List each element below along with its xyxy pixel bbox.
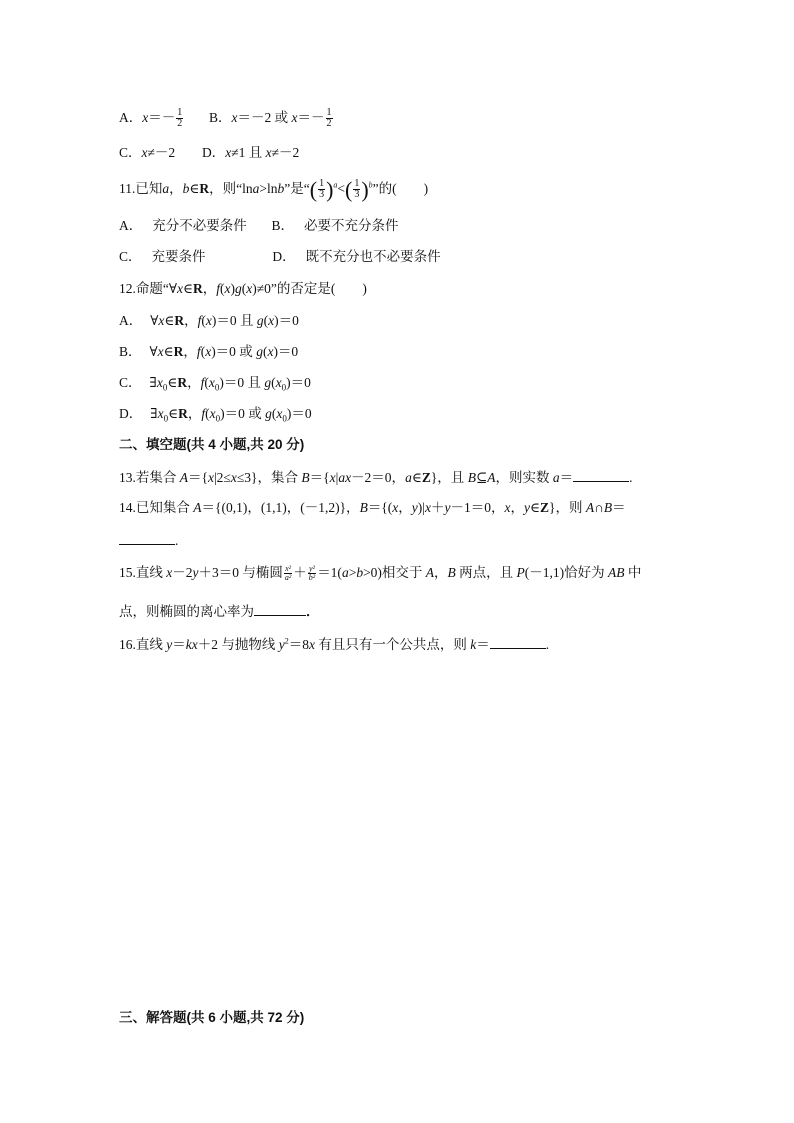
fraction: $\frac{1}{2}$ bbox=[177, 107, 183, 130]
q12-option-c[interactable]: C． $\exists x_0\in R$，$f(x_0)=0$ 且 $g(x_0)=0$ bbox=[119, 375, 311, 393]
q14-answer-line: . bbox=[119, 530, 178, 551]
answer-blank[interactable] bbox=[490, 634, 546, 649]
answer-blank[interactable] bbox=[254, 601, 306, 616]
q10-option-b[interactable]: B．x＝－2 或 x＝－ $\frac{1}{2}$ bbox=[209, 107, 332, 130]
section-2-heading: 二、填空题(共 4 小题,共 20 分) bbox=[119, 437, 305, 452]
answer-blank[interactable] bbox=[573, 467, 629, 482]
fraction: $\frac{\text{x²}}{\text{a²}}$ bbox=[284, 564, 292, 583]
q15-line2: 点，则椭圆的离心率为 ． bbox=[119, 601, 320, 622]
q16-stem: 16.直线 y＝kx＋2 与抛物线 $y^2=8x$ 有且只有一个公共点，则 k＝ . bbox=[119, 634, 549, 655]
q11-options-cd bbox=[119, 247, 441, 267]
q12-option-b[interactable]: B． ∀x∈R，f(x)＝0 或 g(x)＝0 bbox=[119, 344, 299, 359]
q13-stem: 13.若集合 A＝{x|2≤x≤3}，集合 B＝{x|ax－2＝0，a∈Z}，且 B⊆A，则实数 a＝ . bbox=[119, 467, 633, 488]
fraction: $\frac{1}{3}$ bbox=[319, 178, 325, 201]
q10-option-c[interactable]: C．x≠－2 bbox=[119, 145, 176, 160]
q14-stem: 14.已知集合 A＝{(0,1)，(1,1)，(－1,2)}，B＝{(x，y)|x＋y－1＝0，x，y∈Z}，则 A∩B＝ bbox=[119, 500, 626, 515]
q11-option-b[interactable]: B． 必要不充分条件 bbox=[271, 218, 399, 233]
q12-stem: 12.命题“∀x∈R，f(x)g(x)≠0”的否定是( ) bbox=[119, 281, 367, 296]
q10-option-a[interactable]: A．x＝－ $\frac{1}{2}$ bbox=[119, 107, 183, 130]
q11-options-ab bbox=[119, 216, 399, 236]
q11-option-a[interactable]: A． 充分不必要条件 bbox=[119, 218, 247, 233]
section-3-heading: 三、解答题(共 6 小题,共 72 分) bbox=[119, 1010, 305, 1025]
q11-stem: 11.已知a，b∈R，则“lna>lnb”是“( $\frac{1}{3}$ )$^a$<( $\frac{1}{3}$ )$^b$”的( ) bbox=[119, 176, 429, 202]
q11-option-d[interactable]: D． 既不充分也不必要条件 bbox=[272, 249, 441, 264]
q10-option-d[interactable]: D．x≠1 且 x≠－2 bbox=[201, 145, 300, 160]
q11-option-c[interactable]: C． 充要条件 bbox=[119, 249, 206, 264]
q12-option-d[interactable]: D． $\exists x_0\in R$，$f(x_0)=0$ 或 $g(x_0)=0$ bbox=[119, 406, 312, 424]
q12-option-a[interactable]: A． ∀x∈R，f(x)＝0 且 g(x)＝0 bbox=[119, 313, 299, 328]
answer-blank[interactable] bbox=[119, 530, 175, 545]
q10-options-ab bbox=[119, 108, 334, 129]
q10-options-cd bbox=[119, 143, 299, 163]
fraction: $\frac{\text{y²}}{\text{b²}}$ bbox=[308, 564, 316, 583]
q15-stem: 15.直线 x－2y＋3＝0 与椭圆 $\frac{\text{x²}}{\text{a²}}$ ＋ $\frac{\text{y²}}{\text{b²}}$ ＝1(a>b>0)相交于 A，B 两点，且 P(－1,1)恰好为 AB 中 bbox=[119, 564, 642, 583]
fraction: $\frac{1}{3}$ bbox=[354, 178, 360, 201]
fraction: $\frac{1}{2}$ bbox=[326, 107, 332, 130]
